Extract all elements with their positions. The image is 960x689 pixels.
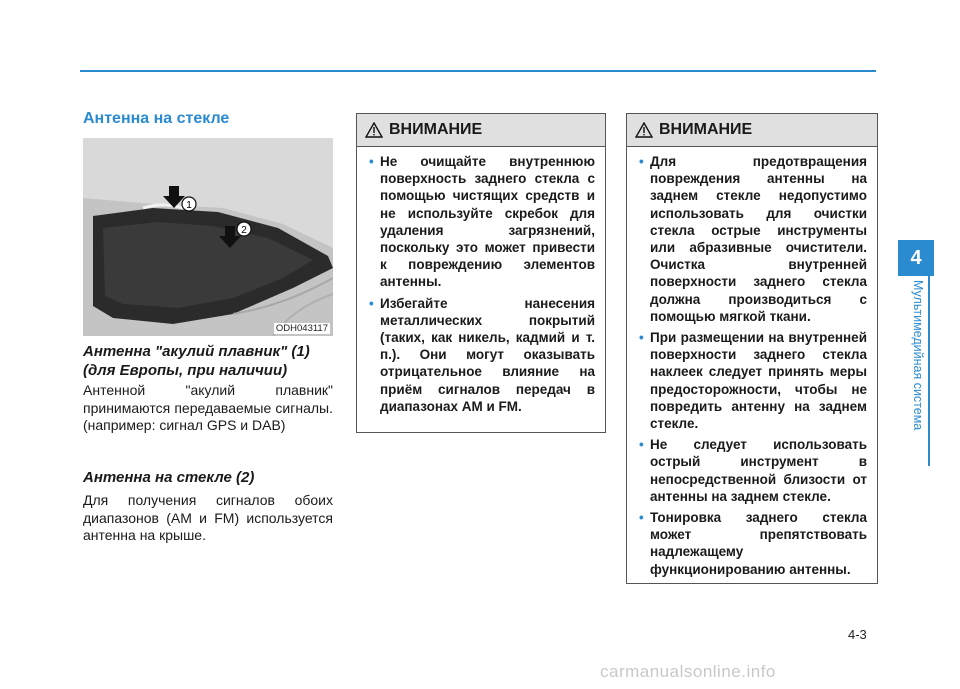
warning-header bbox=[627, 114, 877, 147]
section-title: Антенна на стекле bbox=[83, 110, 230, 127]
warning-box-left bbox=[356, 113, 606, 433]
item1-heading: Антенна "акулий плавник" (1) (для Европы, при наличии) bbox=[83, 343, 310, 379]
item2-text: Для получения сигналов обоих диапазонов (АМ и FM) используется антенна на крыше. bbox=[83, 492, 333, 543]
figure-code: ODH043117 bbox=[275, 323, 328, 334]
chapter-number-tab: 4 bbox=[898, 240, 934, 276]
warning-triangle-icon bbox=[635, 122, 653, 138]
warning-bullet: • Избегайте нанесения металлических покрытий (таких, как никель, кадмий и т. п.). Они могут оказывать отрицательное влияние на приём сигналов передач в диапазонах АМ и FM. bbox=[369, 295, 595, 415]
chapter-title-vertical bbox=[903, 280, 925, 460]
warning-header bbox=[357, 114, 605, 147]
watermark: carmanualsonline.info bbox=[600, 662, 776, 681]
chapter-side-line bbox=[928, 276, 930, 466]
warning-bullet: • Для предотвращения повреждения антенны на заднем стекле недопустимо использовать для очистки стекла острые инструменты или абразивные очистители. Очистка внутренней поверхности заднего стекла должна производиться с помощью мягкой ткани. bbox=[639, 153, 867, 325]
warning-title: ВНИМАНИЕ bbox=[659, 121, 753, 138]
item2-heading: Антенна на стекле (2) bbox=[83, 469, 255, 486]
callout-1: 1 bbox=[186, 200, 192, 211]
warning-bullet: • Не следует использовать острый инструмент в непосредственной близости от антенны на заднем стекле. bbox=[639, 436, 867, 505]
warning-triangle-icon bbox=[365, 122, 383, 138]
top-rule bbox=[80, 70, 876, 72]
warning-bullet: • Не очищайте внутреннюю поверхность заднего стекла с помощью чистящих средств и не используйте скребок для удаления загрязнений, поскольку это может привести к повреждению элементов антенны. bbox=[369, 153, 595, 291]
page-number: 4-3 bbox=[848, 627, 867, 642]
item1-text: Антенной "акулий плавник" принимаются передаваемые сигналы. (например: сигнал GPS и DAB) bbox=[83, 382, 333, 433]
rear-glass-illustration bbox=[83, 138, 333, 336]
warning-bullet: • При размещении на внутренней поверхности заднего стекла наклеек следует принять меры предосторожности, чтобы не повредить антенну на заднем стекле. bbox=[639, 329, 867, 432]
antenna-figure bbox=[83, 138, 333, 336]
chapter-title: Мультимедийная система bbox=[911, 280, 925, 431]
callout-2: 2 bbox=[241, 225, 247, 236]
warning-bullet: • Тонировка заднего стекла может препятствовать надлежащему функционированию антенны. bbox=[639, 509, 867, 578]
warning-title: ВНИМАНИЕ bbox=[389, 121, 483, 138]
warning-box-right bbox=[626, 113, 878, 584]
